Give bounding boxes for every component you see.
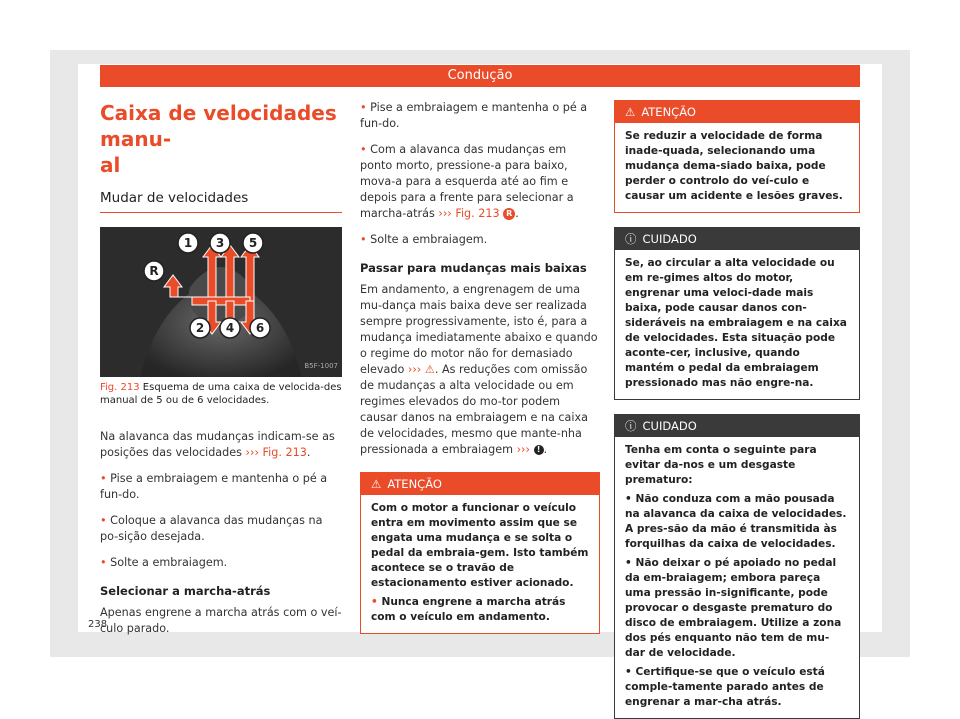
gear-shift-illustration [100, 227, 342, 377]
gear-label-2: 2 [195, 321, 205, 335]
gear-label-1: 1 [183, 236, 193, 250]
page-number: 238 [88, 619, 108, 630]
section-title [100, 100, 342, 178]
reverse-marker: R [503, 208, 515, 220]
section-title-line2: al [100, 153, 121, 177]
gear-shift-figure [100, 227, 342, 377]
gear-label-3: 3 [215, 236, 225, 250]
list-item: • Coloque a alavanca das mudanças na po-sição desejada. [100, 514, 323, 543]
warning-box [360, 472, 600, 634]
gear-label-5: 5 [248, 236, 258, 250]
gear-label-r: R [149, 264, 159, 278]
warning-box-header: ⚠ ATENÇÃO [615, 101, 859, 123]
warning-triangle-icon: ⚠ [371, 477, 382, 491]
section-subtitle: Mudar de velocidades [100, 190, 342, 213]
warning-triangle-icon: ⚠ [625, 105, 636, 119]
intro-end: . [306, 446, 311, 459]
list-item: • Certifique-se que o veículo está comple-tamente parado antes de engrenar a mar-cha atrás. [625, 666, 825, 708]
intro-paragraph [100, 429, 342, 461]
gear-label-4: 4 [225, 321, 235, 335]
right-column [614, 100, 860, 719]
gear-label-6: 6 [255, 321, 265, 335]
downshift-subheading: Passar para mudanças mais baixas [360, 261, 587, 275]
caution-circle-icon: ! [534, 445, 544, 455]
list-item: • Solte a embraiagem. [360, 233, 488, 246]
figure-number: Fig. 213 [100, 382, 140, 393]
caution-circle-icon: ⓘ [625, 419, 637, 433]
figure-caption-text: Esquema de uma caixa de velocida-des manual de 5 ou de 6 velocidades. [100, 382, 342, 406]
figure-caption [100, 381, 342, 407]
reverse-subheading: Selecionar a marcha-atrás [100, 584, 271, 598]
caution-box-body: Tenha em conta o seguinte para evitar da-nos e um desgaste prematuro: • Não conduza com a mão pousada na alavanca da caixa de velocidades. A pres-são da mão é transmitida às forquilhas da caixa de velocidades. • Não deixar o pé apoiado no pedal da em-braiagem; embora pareça uma pressão in-significante, pode provocar o desgaste prematuro do disco de embraiagem. Utilize a zona dos pés enquanto não tem de mu-dar de velocidade. • Certifique-se que o veículo está comple-tamente parado antes de engrenar a mar-cha atrás. [615, 437, 859, 718]
caution-link[interactable]: ››› [516, 443, 530, 456]
warning-box-body: Com o motor a funcionar o veículo entra em movimento assim que se engata uma mudança e se solta o pedal da embraia-gem. Isto também acontece se o travão de estacionamento estiver acionado. • Nunca engrene a marcha atrás com o veículo em andamento. [361, 495, 599, 633]
list-item: • Não deixar o pé apoiado no pedal da em-braiagem; embora pareça uma pressão in-significante, pode provocar o desgaste prematuro do disco de embraiagem. Utilize a zona dos pés enquanto não tem de mu-dar de velocidade. [625, 557, 842, 659]
reverse-text: Apenas engrene a marcha atrás com o veí-culo parado. [100, 606, 342, 635]
left-column [100, 100, 342, 637]
caution-box-body: Se, ao circular a alta velocidade ou em re-gimes altos do motor, engrenar uma veloci-dade mais baixa, pode causar danos con-sideráveis na embraiagem e na caixa de velocidades. Esta situação pode aconte-cer, inclusive, quando mantém o pedal da embraiagem pressionado mas não engre-na. [615, 250, 859, 399]
list-item: • Pise a embraiagem e mantenha o pé a fun-do. [360, 101, 588, 130]
caution-box [614, 227, 860, 400]
chapter-header: Condução [100, 65, 860, 87]
list-item: • Não conduza com a mão pousada na alavanca da caixa de velocidades. A pres-são da mão é transmitida às forquilhas da caixa de velocidades. [625, 493, 847, 550]
caution-box [614, 414, 860, 719]
list-item: • Solte a embraiagem. [100, 556, 228, 569]
middle-column [360, 100, 600, 634]
intro-figure-link[interactable]: ››› Fig. 213 [245, 446, 307, 459]
intro-text: Na alavanca das mudanças indicam-se as posições das velocidades [100, 430, 335, 459]
caution-box-header: ⓘ CUIDADO [615, 415, 859, 437]
warning-box [614, 100, 860, 213]
reverse-figure-link[interactable]: ››› Fig. 213 [438, 207, 500, 220]
list-item: • Pise a embraiagem e mantenha o pé a fun-do. [100, 472, 328, 501]
list-item: • Com a alavanca das mudanças em ponto morto, pressione-a para baixo, mova-a para a esquerda até ao fim e depois para a frente para selecionar a marcha-atrás ››› Fig. 213 R . [360, 143, 574, 220]
warning-triangle-icon: ⚠ [424, 363, 435, 376]
downshift-paragraph: Em andamento, a engrenagem de uma mu-dança mais baixa deve ser realizada sempre progressivamente, isto é, para a mudança imediatamente abaixo e quando o regime do motor não for demasiado elevado ››› ⚠. As reduções com omissão de mudanças a alta velocidade ou em regimes elevados do mo-tor podem causar danos na embraiagem e na caixa de velocidades, mesmo que mante-nha pressionada a embraiagem ››› ! . [360, 283, 598, 456]
list-item: • Nunca engrene a marcha atrás com o veículo em andamento. [371, 596, 566, 623]
warning-box-header: ⚠ ATENÇÃO [361, 473, 599, 495]
figure-code: B5F-1007 [304, 362, 338, 370]
caution-circle-icon: ⓘ [625, 232, 637, 246]
caution-box-header: ⓘ CUIDADO [615, 228, 859, 250]
warning-box-body: Se reduzir a velocidade de forma inade-quada, selecionando uma mudança dema-siado baixa, pode perder o controlo do veí-culo e causar um acidente e lesões graves. [615, 123, 859, 212]
warning-link[interactable]: ››› [407, 363, 422, 376]
section-title-line1: Caixa de velocidades manu- [100, 101, 337, 151]
